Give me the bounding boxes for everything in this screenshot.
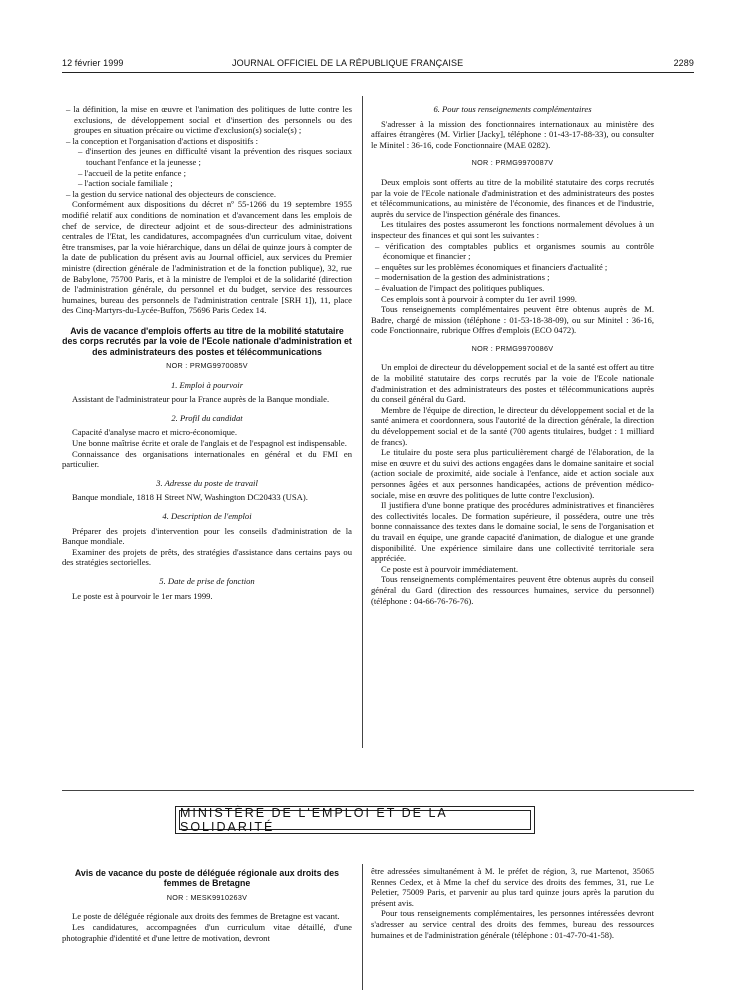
paragraph: Banque mondiale, 1818 H Street NW, Washington DC20433 (USA). xyxy=(72,492,308,503)
paragraph: Conformément aux dispositions du décret nº 55-1266 du 19 septembre 1955 modifié relatif aux conditions de nomination et d'avancement dans les emplois de chef de service, de directeur adjoint et de sous-directeur des administrations centrales de l'Etat, les candidatures, accompagnées d'un curriculum vitae, doivent être transmises, par la voie hiérarchique, dans un délai de quinze jours à compter de la date de publication du présent avis au Journal officiel, aux services du Premier ministre (direction générale de l'administration et de la fonction publique), 32, rue de Babylone, 75700 Paris, et à la ministre de l'emploi et de la solidarité (direction de l'administration générale, du personnel et du budget, service des ressources humaines, bureau des personnels de l'administration centrale [SRH 1]), 11, place des Cinq-Martyrs-du-Lycée-Buffon, 75696 Paris Cedex 14. xyxy=(62,199,352,316)
list-item: – la définition, la mise en œuvre et l'animation des politiques de lutte contre les exclusions, de développement social et d'insertion des personnels ou des groupes en situation précaire ou victime d'exclusion(s) sociale(s) ; xyxy=(66,104,352,136)
paragraph: Le poste de déléguée régionale aux droits des femmes de Bretagne est vacant. xyxy=(72,911,340,922)
right-column xyxy=(371,104,654,606)
list-item: – l'accueil de la petite enfance ; xyxy=(78,167,186,178)
nor-reference: NOR : PRMG9970086V xyxy=(471,343,554,353)
paragraph: Pour tous renseignements complémentaires, les personnes intéressées devront s'adresser au service central des droits des femmes, bureau des ressources humaines et de l'administration générale (téléphone : 01-47-70-41-58). xyxy=(371,908,654,940)
list-item: – vérification des comptables publics et organismes soumis au contrôle économique et financier ; xyxy=(375,240,654,262)
ministry-title: MINISTÈRE DE L'EMPLOI ET DE LA SOLIDARITÉ xyxy=(179,810,531,830)
paragraph: Un emploi de directeur du développement social et de la santé est offert au titre de la mobilité statutaire des corps recrutés par la voie de l'Ecole nationale d'administration et des administrateurs des postes et télécommunications auprès du conseil général du Gard. xyxy=(371,362,654,405)
ministry-banner xyxy=(175,806,535,834)
section-title: 1. Emploi à pourvoir xyxy=(170,379,244,390)
bottom-right-column xyxy=(371,866,654,940)
bottom-left-column xyxy=(62,868,352,943)
column-divider xyxy=(362,96,363,748)
paragraph: Tous renseignements complémentaires peuvent être obtenus auprès du conseil général du Gard (direction des ressources humaines, service du personnel) (téléphone : 04-66-76-76-76). xyxy=(371,574,654,606)
list-item: – modernisation de la gestion des administrations ; xyxy=(375,272,550,283)
paragraph: Examiner des projets de prêts, des stratégies d'assistance dans certains pays ou des stratégies sectorielles. xyxy=(62,546,352,568)
paragraph: Capacité d'analyse macro et micro-économique. xyxy=(72,427,237,438)
section-title: 4. Description de l'emploi xyxy=(162,511,252,522)
paragraph: Les titulaires des postes assumeront les fonctions normalement dévolues à un inspecteur des finances et qui sont les suivantes : xyxy=(371,219,654,240)
notice-title: Avis de vacance du poste de déléguée régionale aux droits des femmes de Bretagne xyxy=(74,868,340,889)
paragraph: Assistant de l'administrateur pour la France auprès de la Banque mondiale. xyxy=(72,394,330,405)
paragraph: être adressées simultanément à M. le préfet de région, 3, rue Martenot, 35065 Rennes Cedex, et à Mme la chef du service des droits des femmes, 31, rue Le Peletier, 75009 Paris, et parvenir au plus tard quinze jours après la parution du présent avis. xyxy=(371,866,654,908)
paragraph: Les candidatures, accompagnées d'un curriculum vitae détaillé, d'une photographie d'identité et d'une lettre de motivation, devront xyxy=(62,922,352,943)
list-item: – la conception et l'organisation d'actions et dispositifs : xyxy=(66,135,258,146)
notice-title: Avis de vacance d'emplois offerts au titre de la mobilité statutaire des corps recrutés par la voie de l'Ecole nationale d'administration et des administrateurs des postes et télécommunications xyxy=(62,325,352,357)
paragraph: Ces emplois sont à pourvoir à compter du 1er avril 1999. xyxy=(381,293,577,304)
left-column xyxy=(62,104,352,601)
paragraph: Le titulaire du poste sera plus particulièrement chargé de l'élaboration, de la mise en œuvre et du suivi des actions engagées dans le domaine sanitaire et social (action sociale de proximité, aide sociale à l'enfance, aide et action sociale aux personnes âgées et aux personnes handicapées, actions de prévention médico-sociale, mise en œuvre des politiques de lutte contre l'exclusion). xyxy=(371,447,654,500)
paragraph: Une bonne maîtrise écrite et orale de l'anglais et de l'espagnol est indispensable. xyxy=(72,438,347,449)
section-title: 6. Pour tous renseignements complémentaires xyxy=(433,104,592,114)
list-item: – évaluation de l'impact des politiques publiques. xyxy=(375,282,545,293)
page-header xyxy=(62,58,694,72)
paragraph: Ce poste est à pourvoir immédiatement. xyxy=(381,563,518,574)
paragraph: Connaissance des organisations internationales en général et du FMI en particulier. xyxy=(62,448,352,470)
list-item: – l'action sociale familiale ; xyxy=(78,178,173,189)
paragraph: S'adresser à la mission des fonctionnaires internationaux au ministère des affaires étrangères (M. Virlier [Jacky], téléphone : 01-43-17-88-33), ou consulter le Minitel : 36-16, code Fonctionnaire (MAE 0282). xyxy=(371,118,654,150)
column-divider xyxy=(362,864,363,990)
nor-reference: NOR : PRMG9970087V xyxy=(471,158,554,168)
section-separator xyxy=(62,790,694,791)
section-title: 5. Date de prise de fonction xyxy=(159,576,255,586)
paragraph: Il justifiera d'une bonne pratique des procédures administratives et financières des collectivités locales. De formation supérieure, il possédera, outre une très bonne connaissance des textes dans le domaine social, le sens de l'organisation et du travail en équipe, une grande capacité d'animation, de dialogue et une grande disponibilité. Une expérience similaire dans une collectivité territoriale sera appréciée. xyxy=(371,500,654,564)
header-page-number: 2289 xyxy=(673,58,694,68)
paragraph: Membre de l'équipe de direction, le directeur du développement social et de la santé animera et coordonnera, sous l'autorité de la direction générale, la direction du développement social et de la santé (700 agents titulaires, budget : 1 milliard de francs). xyxy=(371,404,654,447)
paragraph: Deux emplois sont offerts au titre de la mobilité statutaire des corps recrutés par la voie de l'Ecole nationale d'administration et des administrateurs des postes et télécommunications, au ministère de l'économie, des finances et de l'industrie, auprès du service de l'inspection générale des finances. xyxy=(371,176,654,219)
list-item: – d'insertion des jeunes en difficulté visant la prévention des risques sociaux touchant l'enfance et la jeunesse ; xyxy=(78,146,352,167)
header-journal-title: JOURNAL OFFICIEL DE LA RÉPUBLIQUE FRANÇAISE xyxy=(232,58,464,68)
section-title: 2. Profil du candidat xyxy=(171,412,243,423)
section-title: 3. Adresse du poste de travail xyxy=(156,477,258,488)
paragraph: Préparer des projets d'intervention pour les conseils d'administration de la Banque mondiale. xyxy=(62,525,352,547)
header-date: 12 février 1999 xyxy=(62,58,124,68)
paragraph: Le poste est à pourvoir le 1er mars 1999. xyxy=(72,590,213,601)
list-item: – la gestion du service national des objecteurs de conscience. xyxy=(66,188,276,199)
paragraph: Tous renseignements complémentaires peuvent être obtenus auprès de M. Badre, chargé de mission (téléphone : 01-53-18-38-09), ou sur Minitel : 36-16, code Fonctionnaire, rubrique Offres d'emplois (ECO 0472). xyxy=(371,304,654,336)
nor-reference: NOR : PRMG9970085V xyxy=(166,361,248,371)
nor-reference: NOR : MESK9910263V xyxy=(166,892,248,902)
list-item: – enquêtes sur les problèmes économiques et financiers d'actualité ; xyxy=(375,261,608,272)
header-rule xyxy=(62,72,694,73)
